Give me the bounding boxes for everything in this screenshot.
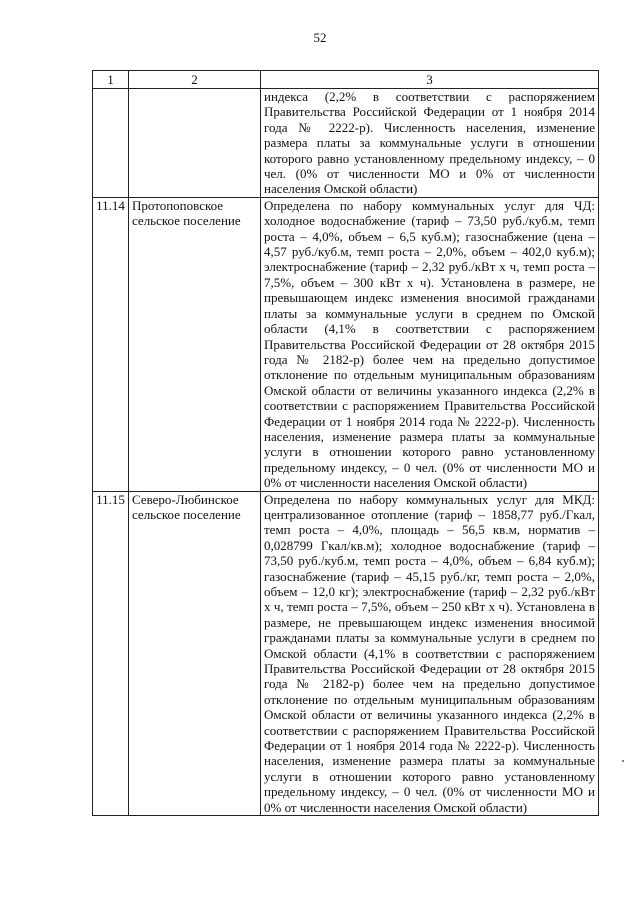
settlement-name: Северо-Любинское сельское поселение bbox=[129, 491, 261, 816]
column-header-1: 1 bbox=[93, 71, 129, 89]
row-description: индекса (2,2% в соответствии с распоряжением Правительства Российской Федерации от 1 ноября 2014 года № 2222-р). Численность населения, изменение размера платы за коммунальные услуги в отношении которого равно установленному предельному индексу, – 0 чел. (0% от численности МО и 0% от численности населения Омской области) bbox=[261, 89, 599, 198]
row-number bbox=[93, 89, 129, 198]
page-number: 52 bbox=[313, 30, 327, 45]
table-row bbox=[93, 491, 599, 816]
table-row bbox=[93, 197, 599, 491]
table-header-row bbox=[93, 71, 599, 89]
municipal-tariff-table bbox=[92, 70, 599, 816]
row-description: Определена по набору коммунальных услуг для ЧД: холодное водоснабжение (тариф – 73,50 руб./куб.м, темп роста – 4,0%, объем – 6,5 куб.м); газоснабжение (цена – 4,57 руб./куб.м, темп роста – 2,0%, объем – 402,0 куб.м); электроснабжение (тариф – 2,32 руб./кВт х ч, темп роста – 7,5%, объем – 300 кВт х ч). Установлена в размере, не превышающем индекс изменения вносимой гражданами платы за коммунальные услуги в среднем по Омской области (4,1% в соответствии с распоряжением Правительства Российской Федерации от 28 октября 2015 года № 2182-р) более чем на предельно допустимое отклонение по отдельным муниципальным образованиям Омской области от величины указанного индекса (2,2% в соответствии с распоряжением Правительства Российской Федерации от 1 ноября 2014 года № 2222-р). Численность населения, изменение размера платы за коммунальные услуги в отношении которого равно установленному предельному индексу, – 0 чел. (0% от численности МО и 0% от численности населения Омской области) bbox=[261, 197, 599, 491]
column-header-3: 3 bbox=[261, 71, 599, 89]
row-number: 11.14 bbox=[93, 197, 129, 491]
scan-dot bbox=[622, 760, 624, 762]
row-description: Определена по набору коммунальных услуг для МКД: централизованное отопление (тариф – 1858,77 руб./Гкал, темп роста – 4,0%, площадь – 56,5 кв.м, норматив – 0,028799 Гкал/кв.м); холодное водоснабжение (тариф – 73,50 руб./куб.м, темп роста – 4,0%, объем – 6,84 куб.м); газоснабжение (тариф – 45,15 руб./кг, темп роста – 2,0%, объем – 12,0 кг); электроснабжение (тариф – 2,32 руб./кВт х ч, темп роста – 7,5%, объем – 250 кВт х ч). Установлена в размере, не превышающем индекс изменения вносимой гражданами платы за коммунальные услуги в среднем по Омской области (4,1% в соответствии с распоряжением Правительства Российской Федерации от 28 октября 2015 года № 2182-р) более чем на предельно допустимое отклонение по отдельным муниципальным образованиям Омской области от величины указанного индекса (2,2% в соответствии с распоряжением Правительства Российской Федерации от 1 ноября 2014 года № 2222-р). Численность населения, изменение размера платы за коммунальные услуги в отношении которого равно установленному предельному индексу, – 0 чел. (0% от численности МО и 0% от численности населения Омской области) bbox=[261, 491, 599, 816]
settlement-name bbox=[129, 89, 261, 198]
settlement-name: Протопоповское сельское поселение bbox=[129, 197, 261, 491]
row-number: 11.15 bbox=[93, 491, 129, 816]
column-header-2: 2 bbox=[129, 71, 261, 89]
table-row bbox=[93, 89, 599, 198]
